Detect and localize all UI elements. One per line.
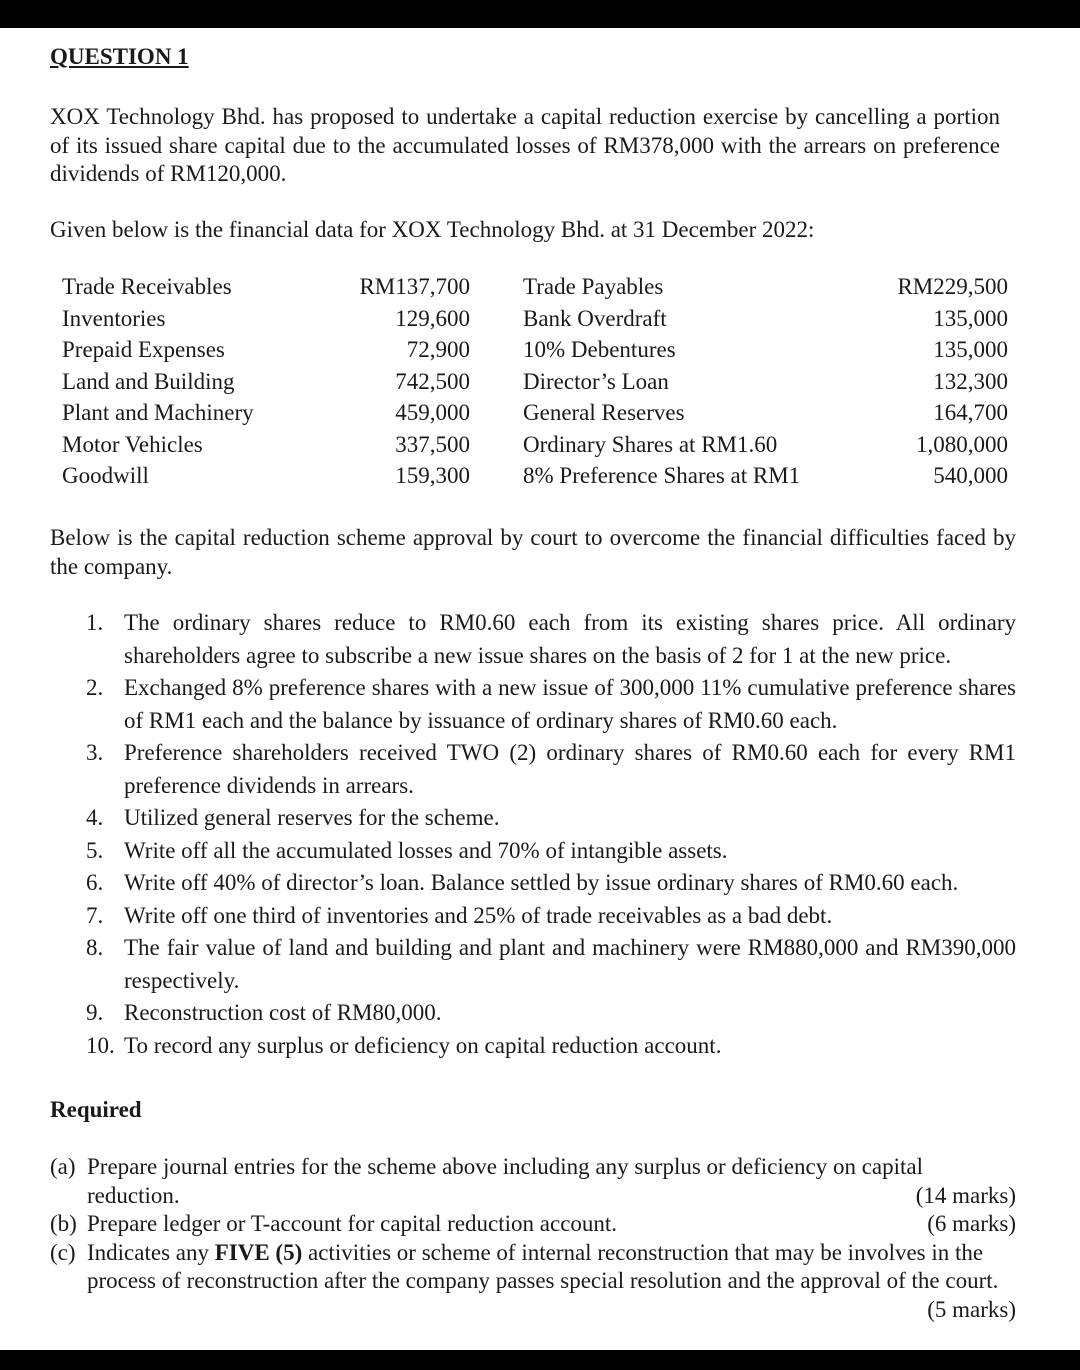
liability-value: 135,000 bbox=[933, 337, 1008, 362]
liability-label: 8% Preference Shares at RM1 bbox=[523, 463, 801, 488]
item-text: Exchanged 8% preference shares with a new issue of 300,000 11% cumulative preference shares of RM1 each and the balance by issuance of ordinary shares of RM0.60 each. bbox=[124, 675, 1016, 733]
item-text: Write off all the accumulated losses and 70% of intangible assets. bbox=[124, 837, 728, 863]
item-text: To record any surplus or deficiency on capital reduction account. bbox=[124, 1032, 722, 1058]
scheme-intro: Below is the capital reduction scheme approval by court to overcome the financial difficulties faced by the company. bbox=[50, 525, 1016, 579]
item-number: 10. bbox=[86, 1032, 115, 1058]
table-row bbox=[62, 274, 1008, 306]
intro-paragraph: XOX Technology Bhd. has proposed to undertake a capital reduction exercise by cancelling a portion of its issued share capital due to the accumulated losses of RM378,000 with the arrears on preference dividends of RM120,000. bbox=[50, 104, 1000, 186]
question-title: QUESTION 1 bbox=[50, 44, 189, 69]
liability-label: 10% Debentures bbox=[523, 337, 676, 362]
part-label: (b) bbox=[50, 1211, 77, 1236]
part-marks: (14 marks) bbox=[915, 1182, 1016, 1208]
asset-value: 159,300 bbox=[395, 463, 470, 488]
item-text: The ordinary shares reduce to RM0.60 each from its existing shares price. All ordinary shareholders agree to subscribe a new issue shares on the basis of 2 for 1 at the new price. bbox=[124, 610, 1016, 668]
item-number: 2. bbox=[86, 675, 104, 700]
part-text-bold: FIVE (5) bbox=[214, 1239, 303, 1265]
liability-label: Trade Payables bbox=[523, 274, 664, 299]
asset-label: Inventories bbox=[62, 305, 166, 331]
liability-label: General Reserves bbox=[523, 400, 685, 425]
financial-data-table bbox=[62, 274, 1008, 495]
item-text: The fair value of land and building and plant and machinery were RM880,000 and RM390,000 respectively. bbox=[124, 935, 1016, 993]
part-marks: (5 marks) bbox=[927, 1296, 1016, 1322]
item-number: 9. bbox=[86, 1000, 104, 1025]
table-row bbox=[62, 463, 1008, 495]
item-number: 6. bbox=[86, 870, 104, 895]
bottom-black-bar bbox=[0, 1350, 1080, 1370]
required-part-b bbox=[50, 1210, 1016, 1239]
asset-label: Plant and Machinery bbox=[62, 400, 254, 425]
liability-value: 135,000 bbox=[933, 305, 1008, 331]
item-text: Write off one third of inventories and 25% of trade receivables as a bad debt. bbox=[124, 902, 833, 928]
required-part-c bbox=[50, 1239, 1016, 1322]
part-label: (a) bbox=[50, 1154, 76, 1179]
asset-label: Goodwill bbox=[62, 463, 149, 488]
item-text: Preference shareholders received TWO (2) ordinary shares of RM0.60 each for every RM1 preference dividends in arrears. bbox=[124, 740, 1016, 798]
scheme-item bbox=[86, 672, 1016, 737]
item-number: 5. bbox=[86, 837, 104, 863]
asset-value: 129,600 bbox=[395, 305, 470, 331]
asset-label: Land and Building bbox=[62, 368, 235, 394]
scheme-item bbox=[86, 1030, 1016, 1063]
scheme-item bbox=[86, 802, 1016, 835]
asset-value: 337,500 bbox=[395, 431, 470, 457]
top-black-bar bbox=[0, 0, 1080, 28]
item-text: Utilized general reserves for the scheme. bbox=[124, 805, 500, 830]
liability-label: Director’s Loan bbox=[523, 368, 669, 394]
given-text: Given below is the financial data for XOX Technology Bhd. at 31 December 2022: bbox=[50, 217, 815, 242]
asset-value: 742,500 bbox=[395, 368, 470, 394]
scheme-item bbox=[86, 900, 1016, 933]
asset-label: Trade Receivables bbox=[62, 274, 232, 299]
asset-value: 459,000 bbox=[395, 400, 470, 425]
asset-label: Motor Vehicles bbox=[62, 431, 203, 457]
scheme-list bbox=[86, 607, 1016, 1062]
liability-value: 164,700 bbox=[933, 400, 1008, 425]
liability-label: Bank Overdraft bbox=[523, 305, 667, 331]
liability-value: 540,000 bbox=[933, 463, 1008, 488]
scheme-item bbox=[86, 867, 1016, 900]
table-row bbox=[62, 306, 1008, 338]
part-text: Prepare ledger or T-account for capital reduction account. bbox=[87, 1211, 618, 1236]
table-row bbox=[62, 432, 1008, 464]
scheme-item bbox=[86, 607, 1016, 672]
part-text: Indicates any bbox=[87, 1239, 215, 1265]
item-number: 3. bbox=[86, 740, 104, 765]
scheme-item bbox=[86, 835, 1016, 868]
item-number: 1. bbox=[86, 610, 104, 635]
asset-label: Prepaid Expenses bbox=[62, 337, 225, 362]
table-row bbox=[62, 369, 1008, 401]
required-part-a bbox=[50, 1153, 1016, 1210]
scheme-item bbox=[86, 997, 1016, 1030]
scheme-item bbox=[86, 932, 1016, 997]
liability-value: 1,080,000 bbox=[916, 431, 1008, 457]
item-text: Reconstruction cost of RM80,000. bbox=[124, 1000, 442, 1025]
asset-value: 72,900 bbox=[406, 337, 470, 362]
table-row bbox=[62, 337, 1008, 369]
required-heading: Required bbox=[50, 1097, 142, 1122]
part-marks: (6 marks) bbox=[927, 1211, 1016, 1236]
item-number: 8. bbox=[86, 935, 104, 960]
item-text: Write off 40% of director’s loan. Balance settled by issue ordinary shares of RM0.60 each. bbox=[124, 870, 959, 895]
required-parts bbox=[50, 1153, 1016, 1324]
liability-value: 132,300 bbox=[933, 368, 1008, 394]
scheme-item bbox=[86, 737, 1016, 802]
item-number: 4. bbox=[86, 805, 104, 830]
liability-label: Ordinary Shares at RM1.60 bbox=[523, 431, 778, 457]
liability-value: RM229,500 bbox=[897, 274, 1008, 299]
part-text: Prepare journal entries for the scheme above including any surplus or deficiency on capital reduction. bbox=[87, 1154, 924, 1208]
item-number: 7. bbox=[86, 902, 104, 928]
part-text: activities or scheme of internal reconstruction that may be involves in the process of reconstruction after the company passes special resolution and the approval of the court. bbox=[87, 1239, 999, 1293]
table-row bbox=[62, 400, 1008, 432]
part-label: (c) bbox=[50, 1239, 76, 1265]
asset-value: RM137,700 bbox=[359, 274, 470, 299]
